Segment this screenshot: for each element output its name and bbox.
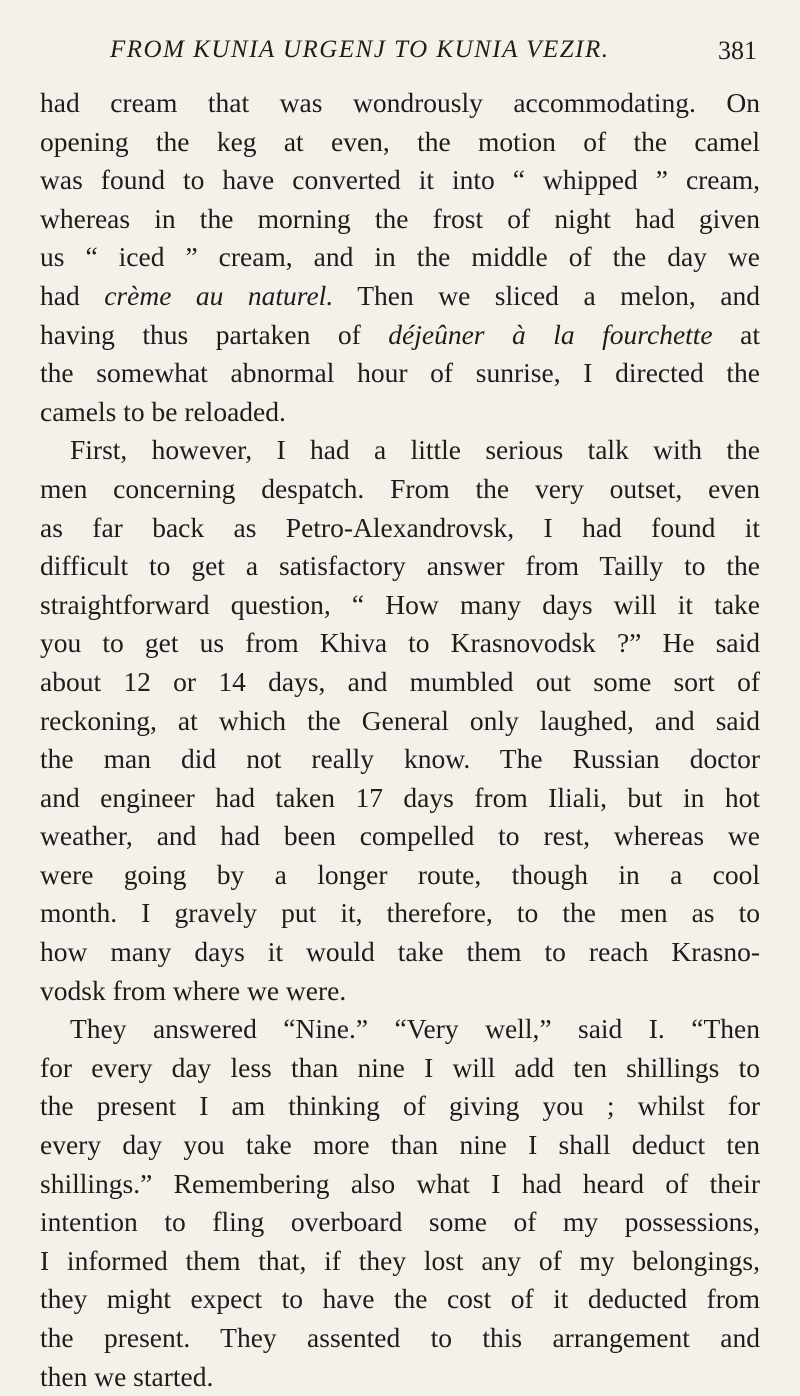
line-text: had cream that was wondrously accommodating. On [40, 87, 760, 118]
line-text: First, however, I had a little serious talk with the [70, 434, 760, 466]
body-text [40, 84, 760, 1396]
line-text: intention to fling overboard some of my possessions, [40, 1206, 760, 1238]
line-text: the present. They assented to this arrangement and [40, 1322, 760, 1353]
line-text: had [40, 279, 105, 311]
text-line [40, 972, 760, 1011]
running-head [0, 36, 800, 76]
line-text: us “ iced ” cream, and in the middle of the day we [40, 241, 760, 273]
text-line [40, 933, 760, 972]
line-text: and engineer had taken 17 days from Iliali, but in hot [40, 781, 760, 813]
text-line [40, 1358, 760, 1396]
line-text: every day you take more than nine I shall deduct ten [40, 1129, 760, 1161]
text-line [40, 1049, 760, 1088]
text-line [40, 161, 760, 200]
text-line [40, 1010, 760, 1049]
text-line [40, 817, 760, 856]
line-text: you to get us from Khiva to Krasnovodsk ?” He said [40, 627, 760, 659]
text-line [40, 586, 760, 625]
text-line [40, 856, 760, 895]
line-text: they might expect to have the cost of it deducted from [40, 1283, 760, 1315]
page-number: 381 [718, 36, 757, 65]
text-line [40, 509, 760, 548]
line-text: having thus partaken of [40, 318, 389, 350]
running-title: FROM KUNIA URGENJ TO KUNIA VEZIR. [110, 36, 610, 63]
text-line [40, 123, 760, 162]
text-line [40, 316, 760, 355]
line-text: the somewhat abnormal hour of sunrise, I directed the [40, 357, 760, 389]
text-line [40, 1319, 760, 1358]
text-line [40, 1203, 760, 1242]
line-text: weather, and had been compelled to rest, whereas we [40, 820, 760, 852]
text-line [40, 84, 760, 123]
line-text: men concerning despatch. From the very outset, even [40, 472, 760, 504]
line-text: difficult to get a satisfactory answer from Tailly to the [40, 550, 760, 582]
text-line [40, 1126, 760, 1165]
text-line [40, 624, 760, 663]
text-line [40, 1165, 760, 1204]
italic-phrase: déjeûner à la fourchette [388, 318, 713, 350]
line-text: then we started. [40, 1360, 214, 1392]
text-line [40, 431, 760, 470]
line-text: opening the keg at even, the motion of the camel [40, 125, 760, 157]
text-line [40, 470, 760, 509]
line-text: vodsk from where we were. [40, 974, 347, 1006]
text-line [40, 393, 760, 432]
line-text: straightforward question, “ How many days will it take [40, 588, 760, 620]
line-text: were going by a longer route, though in a cool [40, 858, 760, 890]
text-line [40, 702, 760, 741]
line-text: I informed them that, if they lost any of my belongings, [40, 1244, 760, 1276]
line-text: reckoning, at which the General only laughed, and said [40, 704, 760, 736]
line-text: month. I gravely put it, therefore, to the men as to [40, 897, 760, 929]
line-text: for every day less than nine I will add ten shillings to [40, 1051, 760, 1083]
text-line [40, 354, 760, 393]
text-line [40, 547, 760, 586]
line-text: Then we sliced a melon, and [333, 279, 760, 311]
text-line [40, 1280, 760, 1319]
line-text: at [712, 318, 760, 350]
text-line [40, 238, 760, 277]
text-line [40, 277, 760, 316]
text-line [40, 779, 760, 818]
text-line [40, 1087, 760, 1126]
text-line [40, 740, 760, 779]
line-text: camels to be reloaded. [40, 395, 286, 427]
line-text: as far back as Petro-Alexandrovsk, I had found it [40, 511, 760, 543]
text-line [40, 200, 760, 239]
text-line [40, 663, 760, 702]
line-text: how many days it would take them to reach Krasno- [40, 936, 760, 968]
line-text: They answered “Nine.” “Very well,” said I. “Then [70, 1013, 760, 1045]
text-line [40, 894, 760, 933]
line-text: the present I am thinking of giving you ; whilst for [40, 1090, 760, 1122]
line-text: shillings.” Remembering also what I had heard of their [40, 1167, 760, 1199]
italic-phrase: crème au naturel. [104, 279, 334, 311]
line-text: about 12 or 14 days, and mumbled out some sort of [40, 665, 760, 697]
line-text: the man did not really know. The Russian doctor [40, 743, 760, 775]
line-text: whereas in the morning the frost of night had given [40, 202, 760, 234]
text-line [40, 1242, 760, 1281]
line-text: was found to have converted it into “ whipped ” cream, [40, 164, 760, 196]
